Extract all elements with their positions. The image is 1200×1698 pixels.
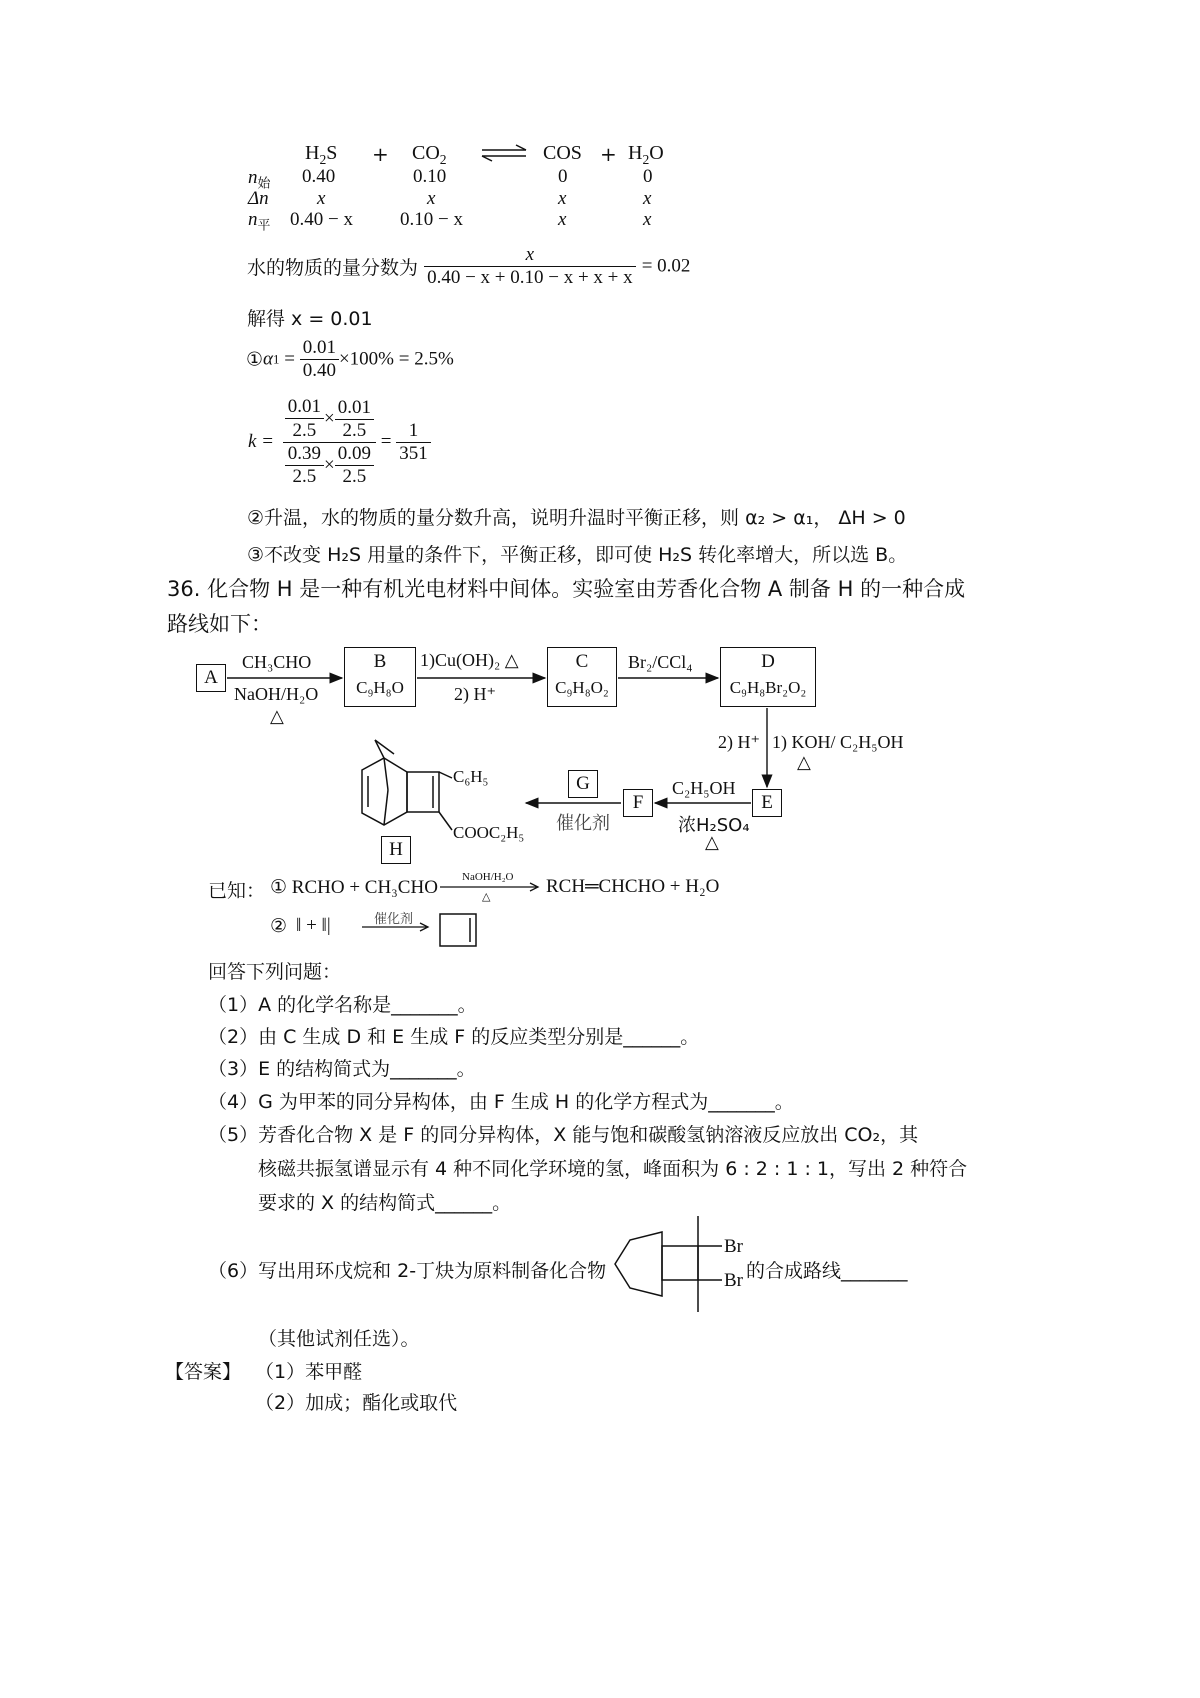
question-part-6-prefix: （6）写出用环戊烷和 2-丁炔为原料制备化合物 bbox=[208, 1260, 607, 1282]
compound-h-box: H bbox=[381, 836, 411, 864]
ice-cell: 0.10 bbox=[413, 166, 447, 187]
ice-cell: x bbox=[643, 209, 652, 230]
known-reaction-1-condition-top: NaOH/H₂O bbox=[462, 871, 514, 883]
answer-intro: 回答下列问题： bbox=[208, 961, 342, 983]
known-reaction-1-products: RCH═CHCHO + H₂O bbox=[546, 876, 720, 897]
answer-label: 【答案】 bbox=[165, 1361, 242, 1383]
d-to-e-step2: 2) H⁺ bbox=[718, 732, 760, 752]
target-bromine-bottom: Br bbox=[724, 1270, 743, 1291]
ice-cell: x bbox=[317, 188, 326, 209]
question-36-stem-2: 路线如下： bbox=[167, 612, 272, 636]
solution-line-3: ③不改变 H₂S 用量的条件下，平衡正移，即可使 H₂S 转化率增大，所以选 B。 bbox=[247, 544, 908, 566]
compound-d-box: D C₉H₈Br₂O₂ bbox=[720, 647, 816, 707]
question-part-1: （1）A 的化学名称是_______。 bbox=[208, 994, 477, 1016]
answer-part-1: （1）苯甲醛 bbox=[255, 1361, 363, 1383]
structure-h bbox=[362, 740, 452, 830]
ice-cell: 0.10 − x bbox=[400, 209, 463, 230]
answer-part-2: （2）加成；酯化或取代 bbox=[255, 1392, 458, 1414]
ice-row-initial-label: $n_始$ bbox=[248, 167, 271, 192]
known-reaction-2-reactants: ‖ + ‖| bbox=[296, 915, 331, 936]
compound-e-box: E bbox=[752, 789, 782, 817]
ice-cell: x bbox=[558, 188, 567, 209]
ice-cell: 0.40 − x bbox=[290, 209, 353, 230]
ice-header-co2: $CO_2$ bbox=[412, 142, 447, 167]
compound-g-box: G bbox=[568, 770, 598, 798]
known-reaction-1-reactants: ① RCHO + CH₃CHO bbox=[270, 877, 438, 898]
b-to-c-condition: 2) H⁺ bbox=[454, 684, 496, 704]
ice-header-h2s: $H_2S$ bbox=[305, 142, 338, 167]
solution-line-2: ②升温，水的物质的量分数升高，说明升温时平衡正移，则 α₂ > α₁， ΔH > 0 bbox=[247, 507, 906, 529]
solve-x: 解得 x = 0.01 bbox=[247, 308, 373, 330]
d-to-e-step1: 1) KOH/ C₂H₅OH bbox=[772, 732, 904, 752]
question-part-5-line-3: 要求的 X 的结构简式______。 bbox=[258, 1192, 512, 1214]
h-substituent-ester: COOC₂H₅ bbox=[453, 823, 525, 842]
question-part-3: （3）E 的结构简式为_______。 bbox=[208, 1058, 476, 1080]
target-bromine-top: Br bbox=[724, 1236, 743, 1257]
a-to-b-heat: △ bbox=[270, 706, 284, 727]
compound-b-box: B C₉H₈O bbox=[344, 647, 416, 707]
known-reaction-1-condition-bottom: △ bbox=[482, 890, 491, 903]
question-part-6-note: （其他试剂任选）。 bbox=[258, 1328, 420, 1350]
alpha-equation: ①α1 = $\frac{0.01}{0.40}$ ×100% = 2.5% bbox=[246, 337, 454, 381]
ice-plus-2: + bbox=[600, 142, 617, 166]
a-to-b-condition: NaOH/H₂O bbox=[234, 684, 319, 704]
ice-plus-1: + bbox=[372, 142, 389, 166]
known-reaction-2-catalyst: 催化剂 bbox=[374, 912, 414, 927]
ice-cell: x bbox=[643, 188, 652, 209]
b-to-c-reagent: 1)Cu(OH)₂ △ bbox=[420, 650, 519, 670]
e-to-f-reagent: C₂H₅OH bbox=[672, 778, 736, 798]
ice-cell: x bbox=[427, 188, 436, 209]
d-to-e-heat: △ bbox=[797, 752, 811, 773]
ice-cell: 0 bbox=[643, 166, 653, 187]
mole-fraction-equation: 水的物质的量分数为 $\frac{x}{0.40 - x + 0.10 - x + x + x}$ = 0.02 bbox=[247, 244, 691, 288]
ice-header-cos: COS bbox=[543, 142, 582, 164]
question-part-5-line-2: 核磁共振氢谱显示有 4 种不同化学环境的氢，峰面积为 6 : 2 : 1 : 1，写出 2 种符合 bbox=[258, 1158, 968, 1180]
ice-cell: 0.40 bbox=[302, 166, 336, 187]
ice-cell: x bbox=[558, 209, 567, 230]
k-equation: k = $\frac{0.01}{2.5}$ × $\frac{0.01}{2.5}$ $\frac{0.39}{2.5}$ × $\frac{0.09}{2.5}$ = $\frac{1}{351}$ bbox=[248, 396, 431, 488]
a-to-b-reagent: CH₃CHO bbox=[242, 652, 312, 672]
compound-a-box: A bbox=[196, 664, 226, 692]
compound-f-box: F bbox=[623, 789, 653, 817]
question-part-5-line-1: （5）芳香化合物 X 是 F 的同分异构体，X 能与饱和碳酸氢钠溶液反应放出 CO₂，其 bbox=[208, 1124, 919, 1146]
question-36-stem-1: 36. 化合物 H 是一种有机光电材料中间体。实验室由芳香化合物 A 制备 H 的一种合成 bbox=[167, 577, 966, 601]
ice-cell: 0 bbox=[558, 166, 568, 187]
question-part-4: （4）G 为甲苯的同分异构体，由 F 生成 H 的化学方程式为_______。 bbox=[208, 1091, 794, 1113]
known-label: 已知： bbox=[208, 880, 266, 902]
known-reaction-2-prefix: ② bbox=[270, 915, 288, 937]
e-to-f-condition: 浓H₂SO₄ bbox=[678, 815, 750, 836]
f-to-h-catalyst: 催化剂 bbox=[556, 813, 610, 834]
compound-c-box: C C₉H₈O₂ bbox=[547, 647, 617, 707]
question-part-2: （2）由 C 生成 D 和 E 生成 F 的反应类型分别是______。 bbox=[208, 1026, 700, 1048]
ice-row-equilibrium-label: $n_平$ bbox=[248, 209, 271, 234]
c-to-d-reagent: Br₂/CCl₄ bbox=[628, 652, 693, 672]
e-to-f-heat: △ bbox=[705, 832, 719, 853]
ice-row-change-label: Δn bbox=[248, 188, 269, 209]
ice-header-h2o: $H_2O$ bbox=[628, 142, 664, 167]
question-part-6-suffix: 的合成路线_______ bbox=[746, 1260, 908, 1282]
h-substituent-phenyl: C₆H₅ bbox=[453, 767, 489, 786]
